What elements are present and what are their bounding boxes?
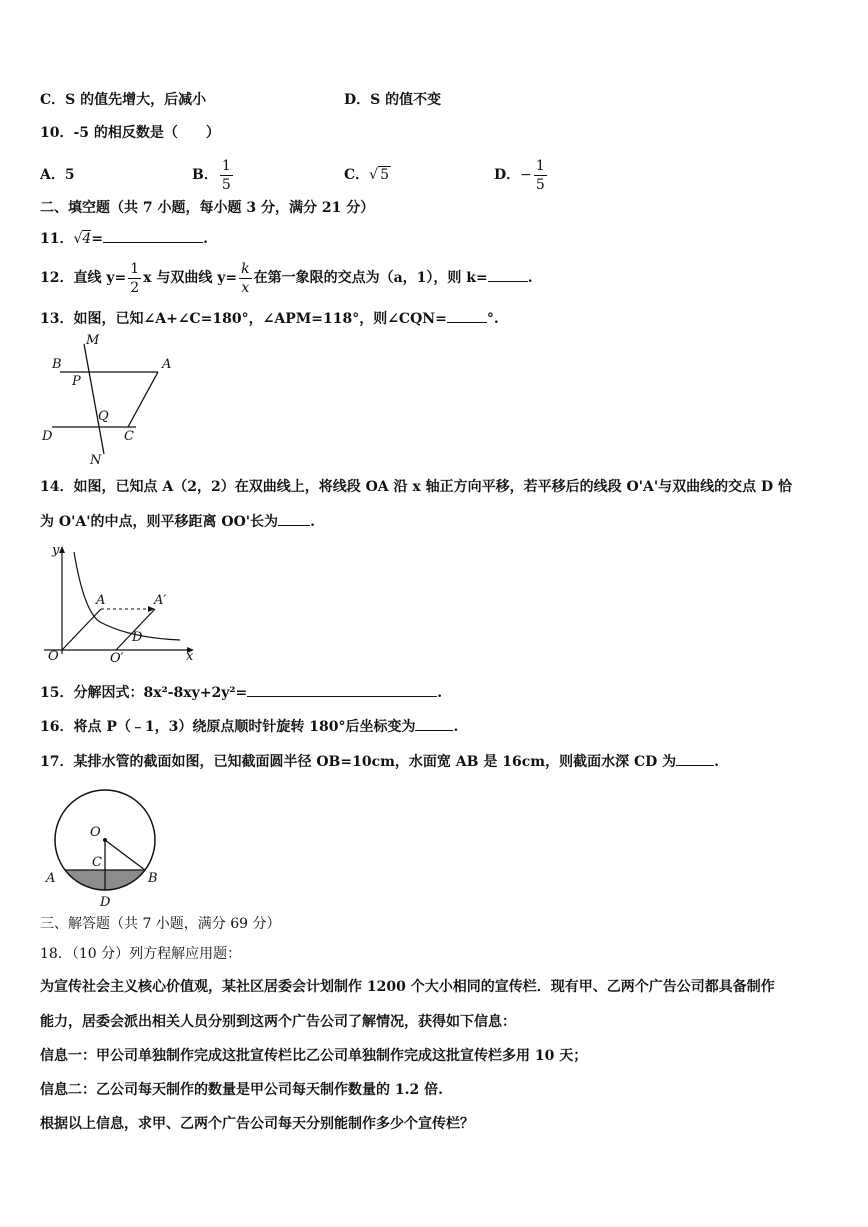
section3-heading: 三、解答题（共 7 小题，满分 69 分） xyxy=(40,916,281,932)
q10-option-b-label: B． xyxy=(192,167,218,183)
line-MN xyxy=(84,344,104,454)
section2-heading: 二、填空题（共 7 小题，每小题 3 分，满分 21 分） xyxy=(40,200,375,216)
q14-end: . xyxy=(310,514,315,530)
q16 xyxy=(40,716,458,737)
q18-question: 根据以上信息，求甲、乙两个广告公司每天分别能制作多少个宣传栏？ xyxy=(40,1116,474,1132)
label-M: M xyxy=(86,333,100,348)
q15-end: . xyxy=(437,685,443,701)
label-C: C xyxy=(124,429,134,444)
label-Q: Q xyxy=(98,409,109,424)
label-B: B xyxy=(52,357,62,372)
sqrt-symbol: √ xyxy=(369,167,379,183)
label-O-prime: O′ xyxy=(110,651,124,666)
label-O: O xyxy=(90,825,101,840)
q10-option-c xyxy=(344,165,391,185)
q10-option-d-sign: − xyxy=(520,167,532,183)
label-D: D xyxy=(132,630,143,645)
segment-OA xyxy=(62,609,101,650)
q10-option-a: A．5 xyxy=(40,167,75,183)
q12-answer-blank[interactable] xyxy=(488,267,528,282)
q11-radicand: 4 xyxy=(82,231,92,247)
y-axis-arrow xyxy=(59,546,65,553)
q16-end: . xyxy=(453,719,459,735)
q9-option-d: D．S 的值不变 xyxy=(344,92,442,108)
q10-option-c-label: C． xyxy=(344,167,370,183)
q18-title: 18．（10 分）列方程解应用题： xyxy=(40,946,242,962)
q18-paragraph-2: 能力，居委会派出相关人员分别到这两个广告公司了解情况，获得如下信息： xyxy=(40,1014,516,1030)
center-point xyxy=(103,838,107,842)
q10-option-c-radicand: 5 xyxy=(380,167,389,183)
q13-end: °. xyxy=(486,311,499,327)
q18-paragraph-1: 为宣传社会主义核心价值观，某社区居委会计划制作 1200 个大小相同的宣传栏．现有甲、乙两个广告公司都具备制作 xyxy=(40,979,775,995)
q18-info-2: 信息二：乙公司每天制作的数量是甲公司每天制作数量的 1.2 倍. xyxy=(40,1082,443,1098)
q15-answer-blank[interactable] xyxy=(247,682,437,697)
q10-option-d-label: D． xyxy=(494,167,521,183)
label-y: y xyxy=(52,543,60,558)
label-A-prime: A′ xyxy=(154,593,167,608)
q12-mid: x 与双曲线 y= xyxy=(143,270,238,286)
q14-line2-text: 为 O'A'的中点，则平移距离 OO'长为 xyxy=(40,514,279,530)
label-A: A xyxy=(162,357,172,372)
q17 xyxy=(40,751,719,772)
label-D: D xyxy=(42,429,53,444)
sqrt-symbol: √ xyxy=(73,231,83,247)
q18-info-1: 信息一：甲公司单独制作完成这批宣传栏比乙公司单独制作完成这批宣传栏多用 10 天； xyxy=(40,1048,588,1064)
q17-answer-blank[interactable] xyxy=(676,751,714,766)
label-A: A xyxy=(46,871,56,886)
q11-number: 11． xyxy=(40,231,74,247)
q11-answer-blank[interactable] xyxy=(103,228,203,243)
q15-text: 15．分解因式：8x²-8xy+2y²= xyxy=(40,685,248,701)
figure-q14 xyxy=(40,542,200,666)
q14-line1: 14．如图，已知点 A（2，2）在双曲线上，将线段 OA 沿 x 轴正方向平移，若平移后的线段 O'A'与双曲线的交点 D 恰 xyxy=(40,479,792,495)
q13-text: 13．如图，已知∠A+∠C=180°，∠APM=118°，则∠CQN= xyxy=(40,311,447,327)
line-AC xyxy=(128,372,158,427)
q14-answer-blank[interactable] xyxy=(278,511,310,526)
label-C: C xyxy=(92,855,102,870)
figure-q17 xyxy=(40,780,170,910)
label-D: D xyxy=(100,895,111,910)
q10-stem: 10．-5 的相反数是（ ） xyxy=(40,125,220,141)
segment-OB xyxy=(105,840,145,870)
q13-answer-blank[interactable] xyxy=(447,308,487,323)
figure-q13 xyxy=(40,332,180,472)
q12-end: . xyxy=(527,270,533,286)
q15 xyxy=(40,682,442,703)
q14-line2 xyxy=(40,511,315,532)
q12-pre: 12．直线 y= xyxy=(40,270,127,286)
q10-option-b-fraction: $\frac{1}{5}$ xyxy=(221,157,231,193)
q11-eq: = xyxy=(91,231,104,247)
q12 xyxy=(40,256,533,300)
label-N: N xyxy=(90,453,102,468)
q12-fraction-2: $\frac{k}{x}$ xyxy=(241,260,250,296)
label-O: O xyxy=(48,649,59,664)
q11-end: . xyxy=(203,231,208,247)
label-B: B xyxy=(148,871,158,886)
q13 xyxy=(40,308,499,329)
q12-fraction-1: $\frac{1}{2}$ xyxy=(130,260,140,296)
label-A: A xyxy=(96,593,106,608)
q9-option-c: C．S 的值先增大，后减小 xyxy=(40,92,207,108)
q16-answer-blank[interactable] xyxy=(415,716,453,731)
q11 xyxy=(40,228,208,249)
q10-option-b xyxy=(192,153,235,197)
label-x: x xyxy=(186,649,194,664)
q17-text: 17．某排水管的截面如图，已知截面圆半径 OB=10cm，水面宽 AB 是 16cm，则截面水深 CD 为 xyxy=(40,754,677,770)
q17-end: . xyxy=(714,754,719,770)
label-P: P xyxy=(72,374,81,389)
q12-post: 在第一象限的交点为（a，1），则 k= xyxy=(253,270,488,286)
q10-option-d-fraction: $\frac{1}{5}$ xyxy=(535,157,545,193)
q10-option-d xyxy=(494,153,549,197)
q16-text: 16．将点 P（﹣1，3）绕原点顺时针旋转 180°后坐标变为 xyxy=(40,719,416,735)
